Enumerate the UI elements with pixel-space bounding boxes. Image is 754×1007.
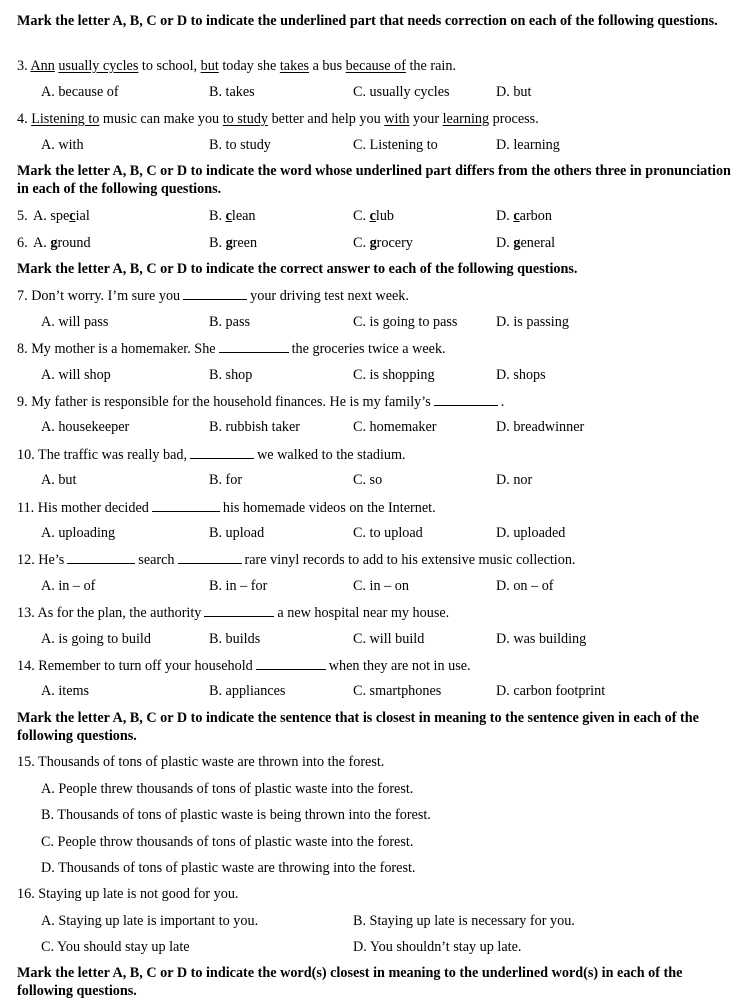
q10-option-d[interactable]: D. nor [496, 472, 533, 488]
section-instruction-correct-answer: Mark the letter A, B, C or D to indicate the correct answer to each of the following questions. [17, 261, 578, 277]
q13-option-b[interactable]: B. builds [209, 631, 261, 647]
q13-option-a[interactable]: A. is going to build [41, 631, 151, 647]
q15-option-d[interactable]: D. Thousands of tons of plastic waste are throwing into the forest. [41, 860, 416, 876]
q4-option-a[interactable]: A. with [41, 137, 84, 153]
question-5-number: 5. [17, 208, 28, 224]
q11-option-c[interactable]: C. to upload [353, 525, 423, 541]
q11-option-a[interactable]: A. uploading [41, 525, 116, 541]
q16-option-a[interactable]: A. Staying up late is important to you. [41, 913, 259, 929]
q8-option-b[interactable]: B. shop [209, 367, 253, 383]
q12-option-b[interactable]: B. in – for [209, 578, 268, 594]
q6-option-b[interactable]: B. green [209, 235, 258, 251]
q16-option-b[interactable]: B. Staying up late is necessary for you. [353, 913, 575, 929]
q14-option-c[interactable]: C. smartphones [353, 683, 442, 699]
q5-option-c[interactable]: C. club [353, 208, 395, 224]
question-12-stem: 12. He’s search rare vinyl records to add to his extensive music collection. [17, 552, 576, 568]
q8-option-a[interactable]: A. will shop [41, 367, 111, 383]
q13-option-d[interactable]: D. was building [496, 631, 587, 647]
q12-option-c[interactable]: C. in – on [353, 578, 409, 594]
q16-option-c[interactable]: C. You should stay up late [41, 939, 190, 955]
q4-option-c[interactable]: C. Listening to [353, 137, 438, 153]
q7-option-c[interactable]: C. is going to pass [353, 314, 458, 330]
question-16-stem: 16. Staying up late is not good for you. [17, 886, 239, 902]
q11-option-b[interactable]: B. upload [209, 525, 265, 541]
q9-option-d[interactable]: D. breadwinner [496, 419, 585, 435]
q10-option-c[interactable]: C. so [353, 472, 383, 488]
q4-option-d[interactable]: D. learning [496, 137, 560, 153]
question-3-stem: 3. Ann usually cycles to school, but today she takes a bus because of the rain. [17, 58, 456, 74]
q7-option-d[interactable]: D. is passing [496, 314, 569, 330]
question-8-stem: 8. My mother is a homemaker. She the groceries twice a week. [17, 341, 446, 357]
q14-option-d[interactable]: D. carbon footprint [496, 683, 606, 699]
q9-option-a[interactable]: A. housekeeper [41, 419, 130, 435]
question-9-stem: 9. My father is responsible for the household finances. He is my family’s . [17, 394, 505, 410]
q10-option-a[interactable]: A. but [41, 472, 77, 488]
q7-option-b[interactable]: B. pass [209, 314, 250, 330]
q6-option-c[interactable]: C. grocery [353, 235, 413, 251]
q6-option-d[interactable]: D. general [496, 235, 556, 251]
section-instruction-pronunciation: Mark the letter A, B, C or D to indicate the word whose underlined part differs from the others three in pronunciation in each of the following questions. [17, 163, 731, 197]
question-10-stem: 10. The traffic was really bad, we walked to the stadium. [17, 447, 406, 463]
q12-option-d[interactable]: D. on – of [496, 578, 554, 594]
section-instruction-closest-meaning-word: Mark the letter A, B, C or D to indicate the word(s) closest in meaning to the underlined word(s) in each of the following questions. [17, 965, 683, 999]
question-6-number: 6. [17, 235, 28, 251]
q8-option-c[interactable]: C. is shopping [353, 367, 435, 383]
question-7-stem: 7. Don’t worry. I’m sure you your driving test next week. [17, 288, 409, 304]
q7-option-a[interactable]: A. will pass [41, 314, 109, 330]
q13-option-c[interactable]: C. will build [353, 631, 425, 647]
q8-option-d[interactable]: D. shops [496, 367, 546, 383]
q15-option-c[interactable]: C. People throw thousands of tons of plastic waste into the forest. [41, 834, 414, 850]
q3-option-c[interactable]: C. usually cycles [353, 84, 450, 100]
q6-option-a[interactable]: A. ground [33, 235, 91, 251]
q5-option-d[interactable]: D. carbon [496, 208, 552, 224]
q11-option-d[interactable]: D. uploaded [496, 525, 566, 541]
q14-option-b[interactable]: B. appliances [209, 683, 286, 699]
q3-option-d[interactable]: D. but [496, 84, 532, 100]
question-14-stem: 14. Remember to turn off your household when they are not in use. [17, 658, 471, 674]
q14-option-a[interactable]: A. items [41, 683, 90, 699]
q15-option-a[interactable]: A. People threw thousands of tons of plastic waste into the forest. [41, 781, 414, 797]
q4-option-b[interactable]: B. to study [209, 137, 271, 153]
q5-option-a[interactable]: A. special [33, 208, 90, 224]
section-instruction-closest-meaning-sentence: Mark the letter A, B, C or D to indicate the sentence that is closest in meaning to the sentence given in each of the following questions. [17, 710, 699, 744]
q9-option-b[interactable]: B. rubbish taker [209, 419, 301, 435]
q9-option-c[interactable]: C. homemaker [353, 419, 437, 435]
q16-option-d[interactable]: D. You shouldn’t stay up late. [353, 939, 522, 955]
question-13-stem: 13. As for the plan, the authority a new hospital near my house. [17, 605, 450, 621]
q10-option-b[interactable]: B. for [209, 472, 243, 488]
q5-option-b[interactable]: B. clean [209, 208, 256, 224]
question-11-stem: 11. His mother decided his homemade videos on the Internet. [17, 500, 436, 516]
section-instruction-error-correction: Mark the letter A, B, C or D to indicate the underlined part that needs correction on each of the following questions. [17, 13, 718, 29]
q15-option-b[interactable]: B. Thousands of tons of plastic waste is being thrown into the forest. [41, 807, 431, 823]
question-4-stem: 4. Listening to music can make you to study better and help you with your learning process. [17, 111, 539, 127]
q3-option-b[interactable]: B. takes [209, 84, 255, 100]
q12-option-a[interactable]: A. in – of [41, 578, 96, 594]
q3-option-a[interactable]: A. because of [41, 84, 119, 100]
question-15-stem: 15. Thousands of tons of plastic waste are thrown into the forest. [17, 754, 385, 770]
